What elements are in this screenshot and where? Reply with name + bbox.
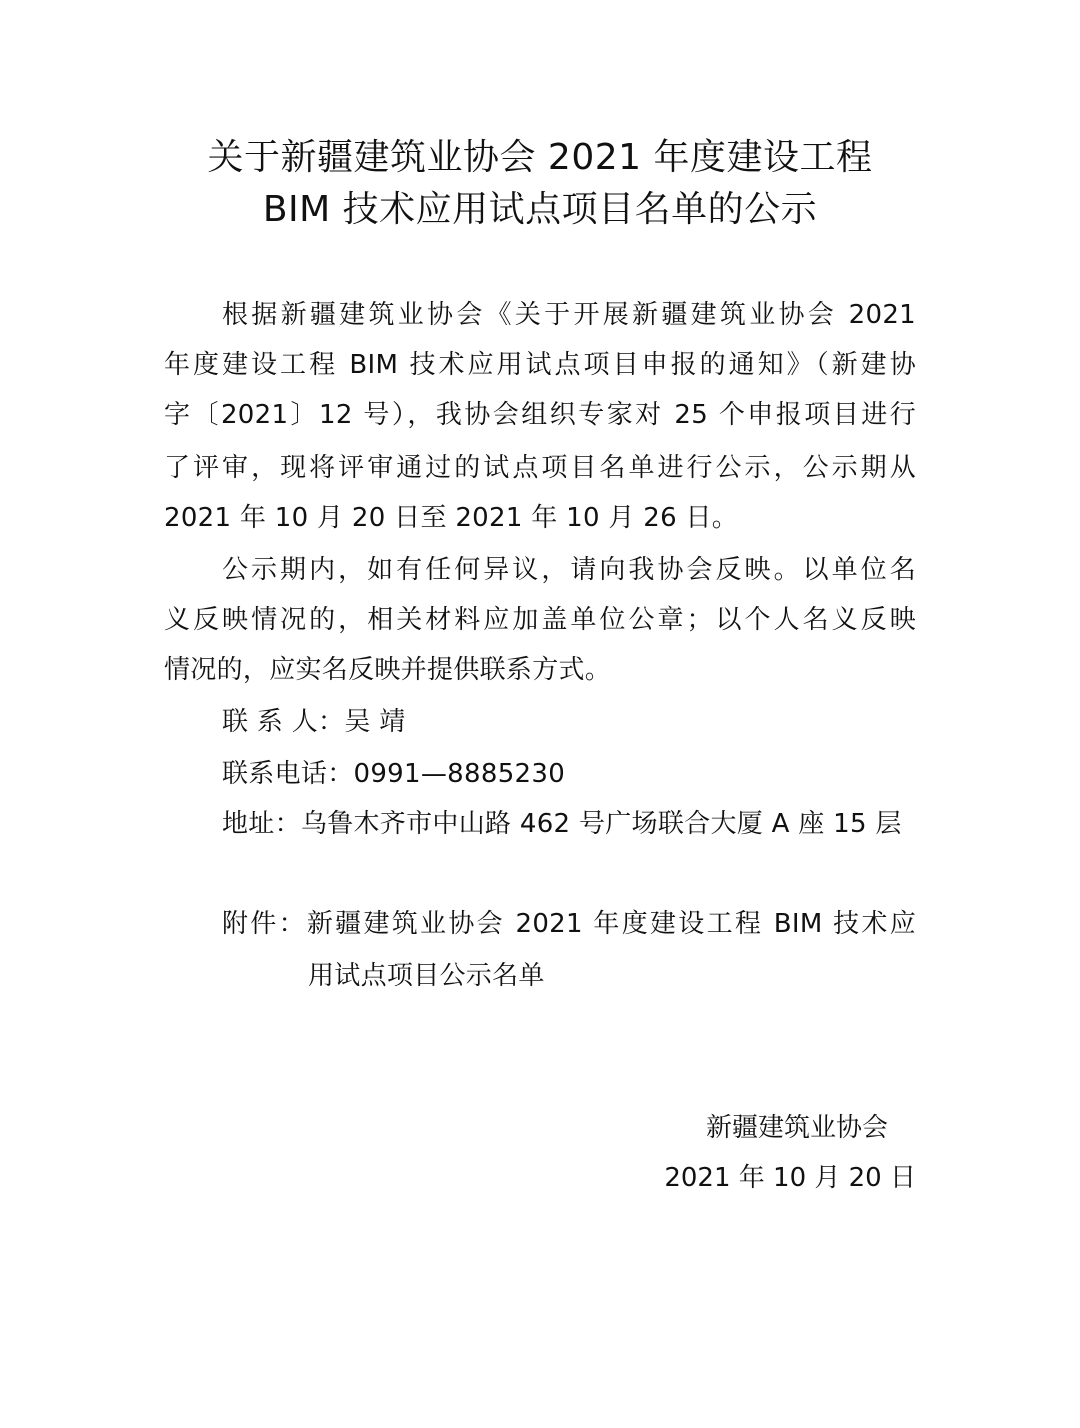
attachment-line-1: 附件：新疆建筑业协会 2021 年度建设工程 BIM 技术应 bbox=[222, 909, 916, 939]
attachment-line-2: 用试点项目公示名单 bbox=[308, 961, 545, 991]
contact-phone: 联系电话：0991—8885230 bbox=[222, 759, 566, 789]
paragraph-2-line-1: 公示期内，如有任何异议，请向我协会反映。以单位名 bbox=[222, 555, 916, 585]
contact-person: 联 系 人：吴 靖 bbox=[222, 707, 406, 737]
paragraph-1-line-5: 2021 年 10 月 20 日至 2021 年 10 月 26 日。 bbox=[164, 503, 739, 533]
signature-organization: 新疆建筑业协会 bbox=[705, 1113, 888, 1143]
document-title-line-2: BIM 技术应用试点项目名单的公示 bbox=[262, 189, 818, 230]
paragraph-1-line-1: 根据新疆建筑业协会《关于开展新疆建筑业协会 2021 bbox=[222, 300, 916, 330]
paragraph-1-line-2: 年度建设工程 BIM 技术应用试点项目申报的通知》（新建协 bbox=[164, 350, 916, 380]
paragraph-1-line-4: 了评审，现将评审通过的试点项目名单进行公示，公示期从 bbox=[164, 453, 916, 483]
paragraph-1-line-3: 字〔2021〕12 号），我协会组织专家对 25 个申报项目进行 bbox=[164, 400, 916, 430]
document-title-line-1: 关于新疆建筑业协会 2021 年度建设工程 bbox=[207, 137, 873, 178]
contact-address: 地址：乌鲁木齐市中山路 462 号广场联合大厦 A 座 15 层 bbox=[222, 809, 902, 839]
signature-date: 2021 年 10 月 20 日 bbox=[664, 1163, 916, 1193]
paragraph-2-line-3: 情况的，应实名反映并提供联系方式。 bbox=[164, 655, 612, 685]
paragraph-2-line-2: 义反映情况的，相关材料应加盖单位公章；以个人名义反映 bbox=[164, 605, 916, 635]
